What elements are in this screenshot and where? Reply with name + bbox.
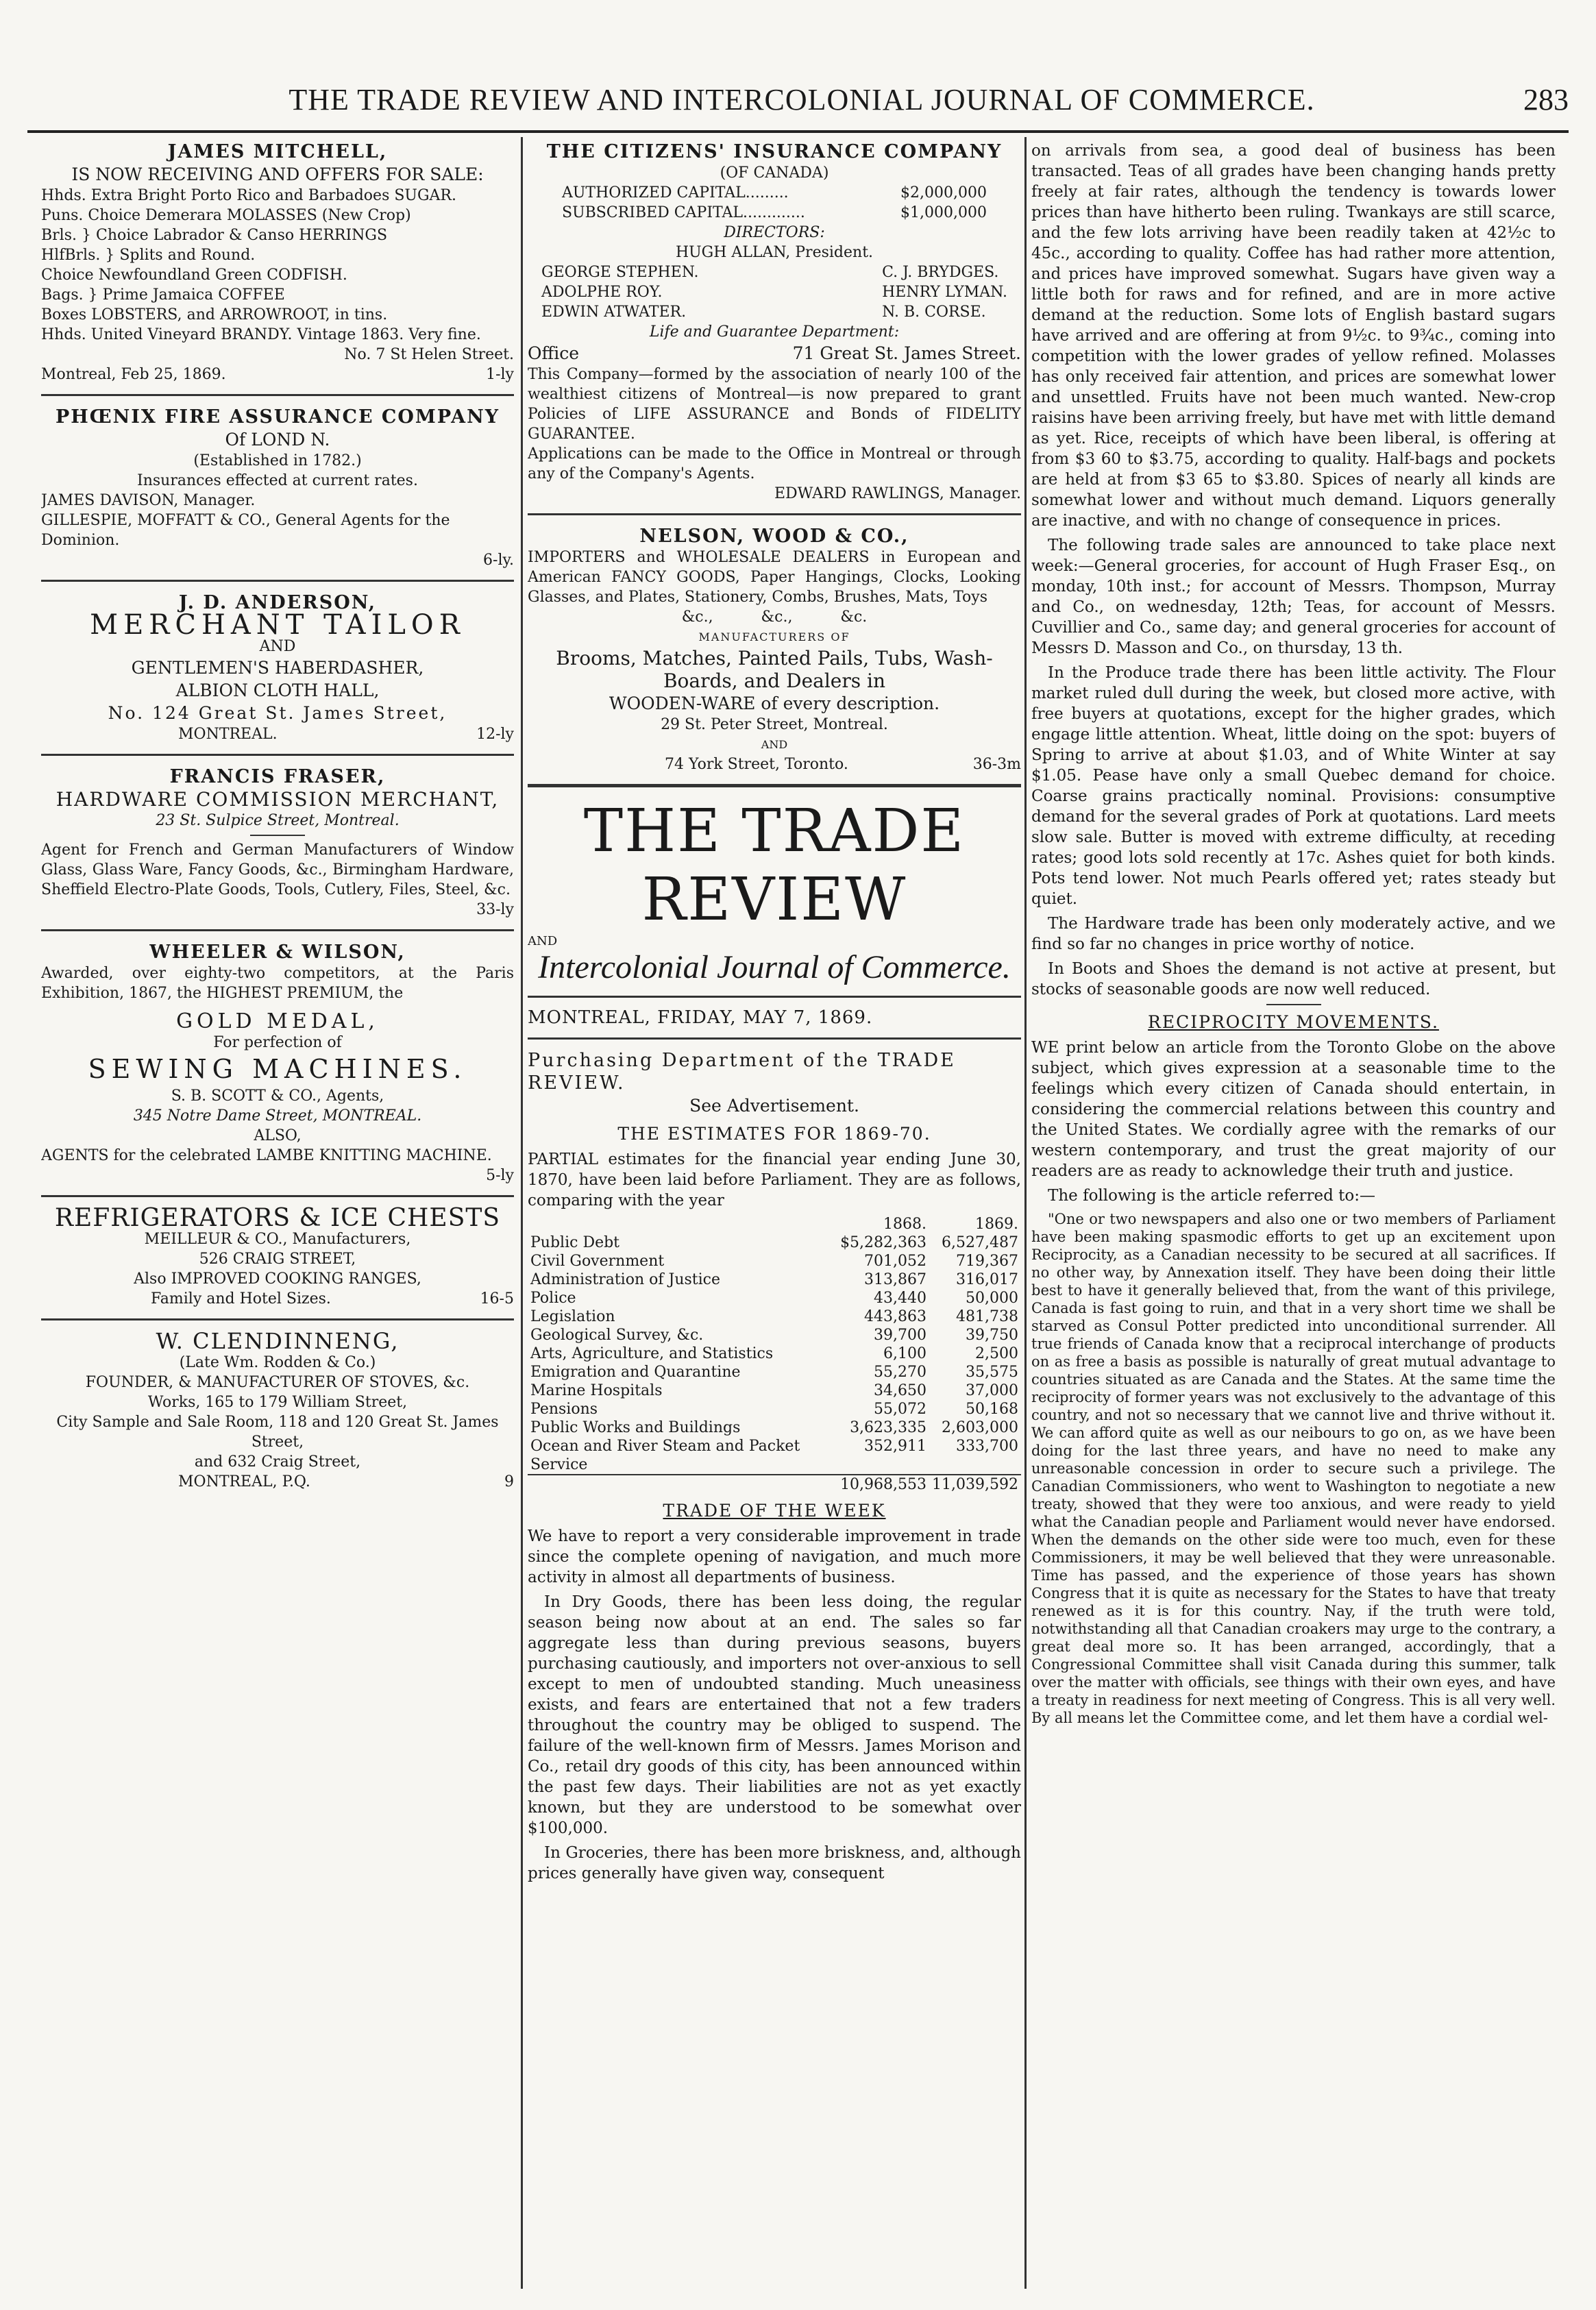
- ad-line: &c., &c., &c.: [681, 609, 868, 626]
- ad-separator: [41, 929, 514, 931]
- item-value: 35,575: [966, 1364, 1018, 1381]
- director: GEORGE STEPHEN.: [541, 264, 699, 281]
- item-value: 55,072: [874, 1401, 927, 1418]
- ad-line: Puns. Choice Demerara MOLASSES (New Crop): [41, 207, 411, 224]
- running-title: THE TRADE REVIEW AND INTERCOLONIAL JOURNAL OF COMMERCE.: [288, 83, 1315, 116]
- ad-title: REFRIGERATORS & ICE CHESTS: [54, 1204, 501, 1232]
- ad-line: Insurances effected at current rates.: [137, 472, 418, 489]
- ad-line: Awarded, over eighty-two competitors, at the Paris Exhibition, 1867, the HIGHEST PREMIUM, the: [41, 965, 514, 1002]
- article-heading: THE ESTIMATES FOR 1869-70.: [617, 1124, 931, 1144]
- article-paragraph: We have to report a very considerable improvement in trade since the complete opening of navigation, and much more activity in almost all departments of business.: [528, 1527, 1021, 1586]
- article-paragraph: "One or two newspapers and also one or two members of Parliament have been making spasmodic efforts to get up an excitement upon Reciprocity, as a Canadian necessity to be secured at all sacrifices. If no other way, by Annexation itself. They have been doing their little best to have it generally believed that, from the want of this privilege, Canada is fast going to ruin, and that in a very short time we shall be starved as Consul Potter predicted into unconditional surrender. All true friends of Canada know that a reciprocal interchange of products on as free a basis as possible is naturally of great mutual advantage to countries situated as are Canada and the States. At the same time the reciprocity of former years was not exclusively to the advantage of this country, and not so necessary that we cannot live and thrive without it. We can afford quite as well as our neibours to go on, as we have been doing for the last three years, and have no need to make any unreasonable concession in order to secure such a privilege. The Canadian Commissioners, who went to Washington to negotiate a new treaty, showed that they were too anxious, and were ready to yield what the Canadian people and Parliament would never have endorsed. When the demands on the other side were too much, even for these Commissioners, it may be well believed that they were unreasonable. Time has passed, and the experience of those years has shown Congress that it is quite as necessary for the States to have that treaty renewed as it is for this country. Nay, if the truth were told, notwithstanding all that Canadian croakers may urge to the contrary, a great deal more so. It has been arranged, accordingly, that a Congressional Committee shall visit Canada during this summer, talk over the matter with officials, see things with their own eyes, and have a treaty in readiness for next meeting of Congress. This is all very well. By all means let the Committee come, and let them have a cordial wel-: [1031, 1211, 1556, 1726]
- masthead-and: AND: [528, 934, 558, 948]
- ad-line: Life and Guarantee Department:: [649, 323, 900, 341]
- ad-line: Works, 165 to 179 William Street,: [147, 1394, 408, 1411]
- ad-line: AND: [761, 738, 788, 751]
- column-left: [41, 140, 514, 2285]
- item-label: Police: [530, 1290, 576, 1307]
- ad-manager: EDWARD RAWLINGS, Manager.: [774, 485, 1021, 502]
- page-number: 283: [1523, 83, 1569, 116]
- ad-body: IMPORTERS and WHOLESALE DEALERS in European and American FANCY GOODS, Paper Hangings, Clocks, Looking Glasses, and Plates, Stationery, Combs, Brushes, Mats, Toys: [528, 549, 1021, 606]
- ad-line: FOUNDER, & MANUFACTURER OF STOVES, &c.: [85, 1374, 470, 1391]
- item-value: 6,527,487: [942, 1234, 1018, 1251]
- item-label: Administration of Justice: [530, 1271, 720, 1288]
- ad-line: MEILLEUR & CO., Manufacturers,: [144, 1231, 411, 1248]
- ad-heading: NELSON, WOOD & CO.,: [639, 526, 909, 547]
- ad-line: For perfection of: [213, 1034, 342, 1051]
- table-row: [528, 1252, 1021, 1270]
- article-intro: PARTIAL estimates for the financial year ending June 30, 1870, have been laid before Parliament. They are as follows, comparing with the year: [528, 1151, 1021, 1209]
- ad-line: Bags. } Prime Jamaica COFFEE: [41, 286, 285, 304]
- ad-line: HUGH ALLAN, President.: [675, 244, 874, 261]
- notice-text: Purchasing Department of the TRADE REVIEW.: [528, 1050, 956, 1094]
- ad-address: 23 St. Sulpice Street, Montreal.: [156, 812, 400, 829]
- ad-title: HARDWARE COMMISSION MERCHANT,: [56, 788, 500, 811]
- ad-separator: [41, 394, 514, 396]
- item-label: Public Works and Buildings: [530, 1419, 741, 1436]
- total-value: 10,968,553: [837, 1475, 929, 1494]
- item-label: Legislation: [530, 1308, 615, 1325]
- item-label: Marine Hospitals: [530, 1382, 663, 1399]
- ad-code: 36-3m: [972, 756, 1021, 773]
- item-label: Arts, Agriculture, and Statistics: [530, 1345, 774, 1362]
- capital-label: SUBSCRIBED CAPITAL.............: [562, 204, 805, 221]
- ad-line: AND: [259, 638, 296, 655]
- masthead-date: MONTREAL, FRIDAY, MAY 7, 1869.: [528, 1007, 873, 1028]
- article-heading: RECIPROCITY MOVEMENTS.: [1148, 1012, 1439, 1032]
- header-rule: [27, 130, 1569, 133]
- directors-left: [541, 262, 699, 322]
- ad-address: 345 Notre Dame Street, MONTREAL.: [133, 1107, 422, 1125]
- ad-title: MERCHANT TAILOR: [90, 609, 465, 641]
- notice-see: See Advertisement.: [689, 1096, 859, 1116]
- item-value: 313,867: [864, 1271, 927, 1288]
- table-row: [528, 1307, 1021, 1326]
- ad-line: DIRECTORS:: [724, 224, 825, 241]
- item-value: 39,700: [874, 1327, 927, 1344]
- ad-line: Boxes LOBSTERS, and ARROWROOT, in tins.: [41, 306, 388, 323]
- table-row: [528, 1400, 1021, 1418]
- ad-line: GENTLEMEN'S HABERDASHER,: [131, 658, 424, 678]
- directors-right: [882, 262, 1007, 322]
- director: ADOLPHE ROY.: [541, 284, 663, 301]
- column-right: [1031, 140, 1556, 2285]
- ad-title: SEWING MACHINES.: [88, 1054, 467, 1084]
- ad-clendinneng: [41, 1330, 514, 1492]
- table-row: [528, 1233, 1021, 1252]
- article-paragraph: The following trade sales are announced to take place next week:—General groceries, for account of Hugh Fraser Esq., on monday, 10th inst.; for account of Messrs. Thompson, Murray and Co., on wednesday, 12th; Teas, for account of Messrs. Cuvillier and Co., same day; and general groceries for account of Messrs D. Masson and Co., on thursday, 13 th.: [1031, 537, 1556, 657]
- item-value: 6,100: [883, 1345, 927, 1362]
- ad-code: 9: [504, 1473, 514, 1490]
- office-label: Office: [528, 343, 580, 363]
- ad-line: GILLESPIE, MOFFATT & CO., General Agents for the Dominion.: [41, 512, 450, 549]
- item-value: $5,282,363: [840, 1234, 927, 1251]
- masthead-subtitle: Intercolonial Journal of Commerce.: [538, 949, 1011, 985]
- ad-line: Brls. } Choice Labrador & Canso HERRINGS: [41, 227, 388, 244]
- ad-footer: [41, 365, 514, 384]
- item-label: Civil Government: [530, 1253, 665, 1270]
- article-paragraph: In the Produce trade there has been little activity. The Flour market ruled dull during the week, but closed more active, with free buyers at quotations, except for the higher grades, which engage little attention. Wheat, little doing on the spot: buyers of Spring to arrive at about $1.03, and of White Winter at say $1.05. Pease have only a small Quebec demand for choice. Coarse grains practically nominal. Provisions: consumptive demand for the several grades of Pork at quotations. Lard meets slow sale. Butter is moved with extreme difficulty, at receding rates; good lots sold recently at 17c. Ashes quiet for both kinds. Pots tend lower. Not much Pearls offered yet; rates steady but quiet.: [1031, 664, 1556, 908]
- item-label: Ocean and River Steam and Packet Service: [530, 1438, 800, 1473]
- ad-heading: THE CITIZENS' INSURANCE COMPANY: [546, 141, 1003, 162]
- table-header-row: [528, 1215, 1021, 1233]
- ad-line: Hhds. Extra Bright Porto Rico and Barbadoes SUGAR.: [41, 187, 456, 204]
- estimates-article: [528, 1124, 1021, 1494]
- ad-address: 29 St. Peter Street, Montreal.: [661, 716, 888, 733]
- purchasing-notice: [528, 1049, 1021, 1117]
- item-label: Emigration and Quarantine: [530, 1364, 741, 1381]
- ad-line: HlfBrls. } Splits and Round.: [41, 247, 256, 264]
- ad-address: 526 CRAIG STREET,: [199, 1251, 356, 1268]
- section-separator: [528, 784, 1021, 787]
- total-value: 11,039,592: [929, 1475, 1021, 1494]
- ad-address: No. 7 St Helen Street.: [344, 346, 514, 363]
- ad-address: No. 124 Great St. James Street,: [108, 703, 447, 723]
- item-value: 443,863: [864, 1308, 927, 1325]
- ad-separator: [41, 1318, 514, 1320]
- item-label: Public Debt: [530, 1234, 620, 1251]
- capital-row: [528, 183, 1021, 203]
- item-label: Geological Survey, &c.: [530, 1327, 704, 1344]
- table-row: [528, 1437, 1021, 1475]
- ad-line: AGENTS for the celebrated LAMBE KNITTING MACHINE.: [41, 1147, 492, 1164]
- item-value: 55,270: [874, 1364, 927, 1381]
- table-total-row: [528, 1475, 1021, 1494]
- capital-value: $1,000,000: [900, 204, 987, 221]
- item-value: 481,738: [956, 1308, 1018, 1325]
- ad-code: 1-ly: [486, 366, 514, 383]
- ad-address: 74 York Street, Toronto.: [665, 756, 848, 773]
- item-value: 2,603,000: [942, 1419, 1018, 1436]
- ad-heading: J. D. ANDERSON,: [178, 592, 377, 613]
- ad-francis-fraser: [41, 765, 514, 920]
- item-value: 43,440: [874, 1290, 927, 1307]
- table-row: [528, 1289, 1021, 1307]
- ad-line: Choice Newfoundland Green CODFISH.: [41, 267, 347, 284]
- capital-label: AUTHORIZED CAPITAL.........: [562, 184, 789, 201]
- article-paragraph: WE print below an article from the Toronto Globe on the above subject, which gives expression at a seasonable time to the feelings which every citizen of Canada should entertain, in considering the commercial relations between this country and the United States. We cordially agree with the remarks of our western contemporary, and trust the great majority of our readers are as ready to acknowledge their truth and justice.: [1031, 1039, 1556, 1180]
- item-value: 2,500: [975, 1345, 1018, 1362]
- ad-subheading: IS NOW RECEIVING AND OFFERS FOR SALE:: [71, 164, 484, 184]
- table-row: [528, 1326, 1021, 1344]
- ad-body: Applications can be made to the Office in Montreal or through any of the Company's Agents.: [528, 445, 1021, 482]
- article-heading: TRADE OF THE WEEK: [663, 1501, 886, 1521]
- estimates-table: [528, 1215, 1021, 1494]
- ad-line: Also IMPROVED COOKING RANGES,: [134, 1270, 421, 1288]
- page-header: [27, 82, 1569, 137]
- ad-separator: [41, 580, 514, 582]
- office-address: 71 Great St. James Street.: [792, 343, 1021, 363]
- ad-footer: [41, 1289, 514, 1309]
- ad-code: 5-ly: [486, 1167, 514, 1184]
- ad-footer: [41, 724, 514, 744]
- ad-line: MANUFACTURERS OF: [698, 630, 850, 643]
- ad-heading: JAMES MITCHELL,: [167, 141, 388, 162]
- ad-heading: WHEELER & WILSON,: [149, 942, 406, 963]
- item-value: 50,000: [966, 1290, 1018, 1307]
- ad-heading: PHŒNIX FIRE ASSURANCE COMPANY: [55, 406, 500, 428]
- ad-city: MONTREAL.: [178, 726, 278, 743]
- item-value: 316,017: [956, 1271, 1018, 1288]
- article-paragraph: In Groceries, there has been more briskness, and, although prices generally have given way, consequent: [528, 1844, 1021, 1882]
- ad-james-mitchell: [41, 140, 514, 384]
- masthead-title: THE TRADE REVIEW: [583, 797, 966, 934]
- ad-separator: [41, 1195, 514, 1197]
- ad-body: Agent for French and German Manufacturers of Window Glass, Glass Ware, Fancy Goods, &c., Birmingham Hardware, Sheffield Electro-Plate Goods, Tools, Cutlery, Files, Steel, &c.: [41, 841, 514, 898]
- year-header: 1869.: [975, 1216, 1018, 1233]
- ad-refrigerators: [41, 1204, 514, 1309]
- ad-line: and 632 Craig Street,: [194, 1453, 361, 1471]
- ad-line: MONTREAL, P.Q.: [178, 1473, 310, 1490]
- masthead: [528, 797, 1021, 1040]
- article-paragraph: In Boots and Shoes the demand is not active at present, but stocks of seasonable goods are now well reduced.: [1031, 960, 1556, 998]
- ad-date: Montreal, Feb 25, 1869.: [41, 366, 226, 383]
- item-value: 39,750: [966, 1327, 1018, 1344]
- ad-code: 12-ly: [476, 726, 514, 743]
- ad-line: ALBION CLOTH HALL,: [175, 680, 380, 700]
- item-value: 34,650: [874, 1382, 927, 1399]
- trade-article: [528, 1501, 1021, 1884]
- ad-anderson: [41, 591, 514, 744]
- article-rule: [1266, 1004, 1321, 1005]
- capital-row: [528, 203, 1021, 223]
- table-row: [528, 1418, 1021, 1437]
- column-rule: [521, 137, 523, 2289]
- ad-line: ALSO,: [254, 1127, 302, 1144]
- director: EDWIN ATWATER.: [541, 304, 687, 321]
- column-rule: [1024, 137, 1027, 2289]
- article-paragraph: The Hardware trade has been only moderately active, and we find so far no changes in price worthy of notice.: [1031, 915, 1556, 953]
- year-header: 1868.: [883, 1216, 927, 1233]
- table-row: [528, 1381, 1021, 1400]
- ad-line: Brooms, Matches, Painted Pails, Tubs, Wash-Boards, and Dealers in: [556, 647, 993, 692]
- ad-citizens-insurance: [528, 140, 1021, 504]
- director: N. B. CORSE.: [882, 304, 986, 321]
- ad-footer: [41, 1472, 514, 1492]
- item-value: 3,623,335: [850, 1419, 927, 1436]
- item-value: 50,168: [966, 1401, 1018, 1418]
- masthead-rule: [528, 1037, 1021, 1040]
- ad-line: City Sample and Sale Room, 118 and 120 Great St. James Street,: [56, 1414, 499, 1451]
- item-value: 352,911: [864, 1438, 927, 1455]
- table-row: [528, 1344, 1021, 1363]
- column-middle: [528, 140, 1021, 2285]
- ad-code: 33-ly: [476, 901, 514, 918]
- item-label: Pensions: [530, 1401, 598, 1418]
- item-value: 37,000: [966, 1382, 1018, 1399]
- ad-line: JAMES DAVISON, Manager.: [41, 492, 256, 509]
- item-value: 701,052: [864, 1253, 927, 1270]
- ad-body: This Company—formed by the association of nearly 100 of the wealthiest citizens of Montreal—is now prepared to grant Policies of LIFE ASSURANCE and Bonds of FIDELITY GUARANTEE.: [528, 366, 1021, 443]
- item-value: 333,700: [956, 1438, 1018, 1455]
- ad-title: GOLD MEDAL,: [176, 1009, 379, 1033]
- director: HENRY LYMAN.: [882, 284, 1007, 301]
- article-paragraph: In Dry Goods, there has been less doing, the regular season being now about at an end. The sales so far aggregate less than during previous seasons, buyers purchasing cautiously, and importers not over-anxious to sell except to men of undoubted standing. Much uneasiness exists, and fears are entertained that not a few traders throughout the country may be obliged to suspend. The failure of the well-known firm of Messrs. James Morison and Co., retail dry goods of this city, has been announced within the past few days. Their liabilities are not as yet exactly known, but they are understood to be somewhat over $100,000.: [528, 1593, 1021, 1837]
- ad-line: Family and Hotel Sizes.: [151, 1290, 331, 1307]
- ad-separator: [528, 513, 1021, 515]
- article-paragraph: on arrivals from sea, a good deal of business has been transacted. Teas of all grades have been changing hands pretty freely at fair rates, although the tendency is towards lower prices than have hitherto been ruling. Twankays are still scarce, and the few lots arriving have been readily taken at 42½c to 45c., according to quality. Coffee has had rather more attention, and prices have improved somewhat. Sugars have given way a little both for raws and for refined, and are in more active demand at the reduction. Some lots of English bastard sugars have arrived and are offering at from 9½c. to 9¾c., coming into competition with the lower grades of yellow refined. Molasses has only received fair attention, and prices are somewhat lower and unsettled. Fruits have not been much wanted. New-crop raisins have been arriving freely, but have met with little demand as yet. Rice, receipts of which have been liberal, is offering at from $3 60 to $3.75, according to quality. Half-bags and pockets are held at from $3 65 to $3.80. Spices of nearly all kinds are somewhat lower and without much demand. Liquors generally are inactive, and with no change of consequence in prices.: [1031, 142, 1556, 530]
- ad-line: (Late Wm. Rodden & Co.): [179, 1354, 376, 1371]
- masthead-rule: [528, 996, 1021, 998]
- ad-line: (OF CANADA): [720, 164, 829, 182]
- ad-separator: [41, 754, 514, 756]
- directors-list: [528, 262, 1021, 322]
- ad-line: (Established in 1782.): [193, 452, 362, 469]
- ad-heading: FRANCIS FRASER,: [169, 766, 386, 787]
- article-paragraph: The following is the article referred to:—: [1048, 1187, 1376, 1205]
- table-row: [528, 1363, 1021, 1381]
- ad-title: W. CLENDINNENG,: [156, 1328, 400, 1354]
- capital-value: $2,000,000: [900, 184, 987, 201]
- director: C. J. BRYDGES.: [882, 264, 999, 281]
- ad-code: 6-ly.: [483, 552, 514, 569]
- ad-footer: [528, 754, 1021, 774]
- ad-phoenix-fire: [41, 406, 514, 570]
- office-row: [528, 342, 1021, 365]
- item-value: 719,367: [956, 1253, 1018, 1270]
- ad-line: Hhds. United Vineyard BRANDY. Vintage 1863. Very fine.: [41, 326, 481, 343]
- ad-nelson-wood: [528, 525, 1021, 774]
- ad-line: Of LOND N.: [225, 430, 330, 450]
- ad-line: S. B. SCOTT & CO., Agents,: [171, 1088, 384, 1105]
- ad-wheeler-wilson: [41, 941, 514, 1185]
- table-row: [528, 1270, 1021, 1289]
- ad-code: 16-5: [480, 1290, 514, 1307]
- ad-line: WOODEN-WARE of every description.: [609, 693, 940, 713]
- ad-rule: [250, 835, 305, 836]
